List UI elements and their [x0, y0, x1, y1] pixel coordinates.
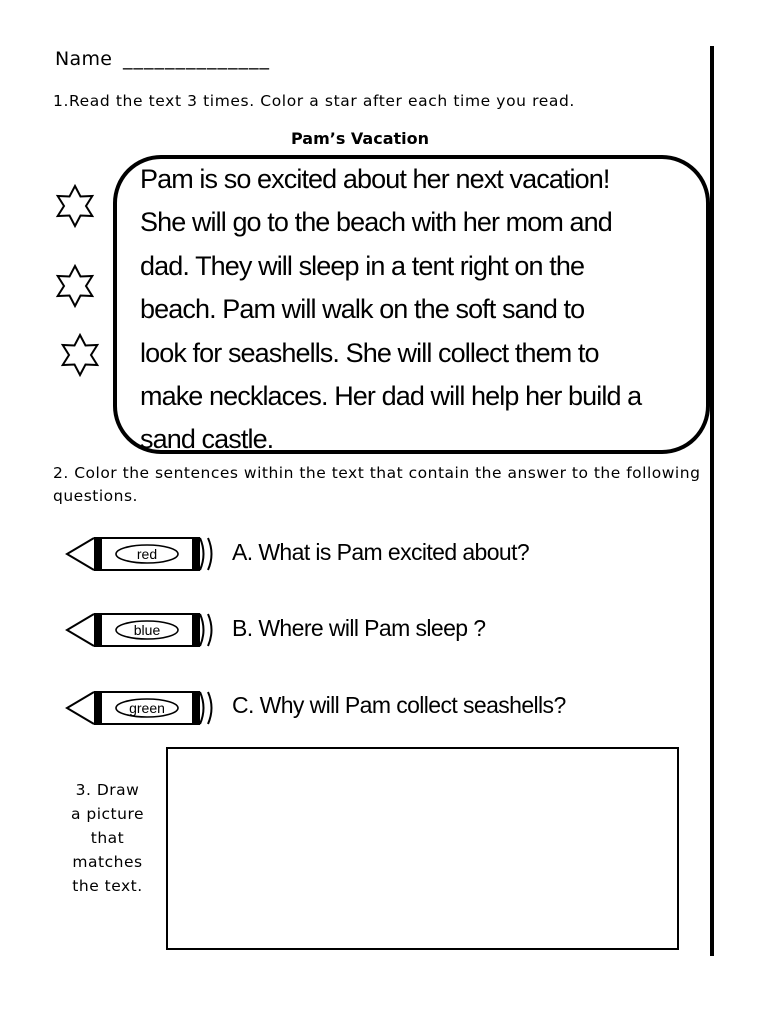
- crayon-label-red: red: [136, 546, 158, 562]
- story-line-5: look for seashells. She will collect them to: [140, 338, 599, 368]
- draw-prompt-line-1: 3. Draw: [75, 781, 140, 799]
- draw-prompt-line-2: a picture: [70, 805, 145, 823]
- crayon-label-green: green: [129, 700, 165, 716]
- crayon-red-icon[interactable]: [57, 536, 217, 572]
- story-line-4: beach. Pam will walk on the soft sand to: [140, 294, 585, 324]
- crayon-label-blue: blue: [133, 622, 161, 638]
- question-a: A. What is Pam excited about?: [232, 539, 530, 565]
- instruction-read-three-times: 1.Read the text 3 times. Color a star after each time you read.: [53, 92, 575, 110]
- story-line-3: dad. They will sleep in a tent right on the: [140, 251, 585, 281]
- star-2-icon[interactable]: [53, 264, 97, 308]
- instruction-draw-picture: [50, 778, 165, 898]
- question-c: C. Why will Pam collect seashells?: [232, 692, 566, 718]
- name-field[interactable]: ______________: [123, 48, 270, 70]
- draw-prompt-line-3: that: [90, 829, 125, 847]
- name-label: Name: [55, 48, 113, 70]
- story-line-6: make necklaces. Her dad will help her build a: [140, 381, 642, 411]
- instruction-color-sentences: 2. Color the sentences within the text that contain the answer to the following questions.: [53, 464, 701, 505]
- draw-prompt-line-4: matches: [72, 853, 143, 871]
- story-line-1: Pam is so excited about her next vacation!: [140, 164, 610, 194]
- crayon-green-icon[interactable]: [57, 690, 217, 726]
- star-1-icon[interactable]: [53, 184, 97, 228]
- story-title: Pam’s Vacation: [290, 129, 430, 148]
- question-b: B. Where will Pam sleep ?: [232, 615, 486, 641]
- drawing-area[interactable]: [166, 747, 679, 950]
- page-margin-rule: [710, 46, 714, 956]
- star-3-icon[interactable]: [58, 333, 102, 377]
- story-line-7: sand castle.: [140, 424, 274, 454]
- crayon-blue-icon[interactable]: [57, 612, 217, 648]
- draw-prompt-line-5: the text.: [72, 877, 143, 895]
- story-line-2: She will go to the beach with her mom and: [140, 207, 612, 237]
